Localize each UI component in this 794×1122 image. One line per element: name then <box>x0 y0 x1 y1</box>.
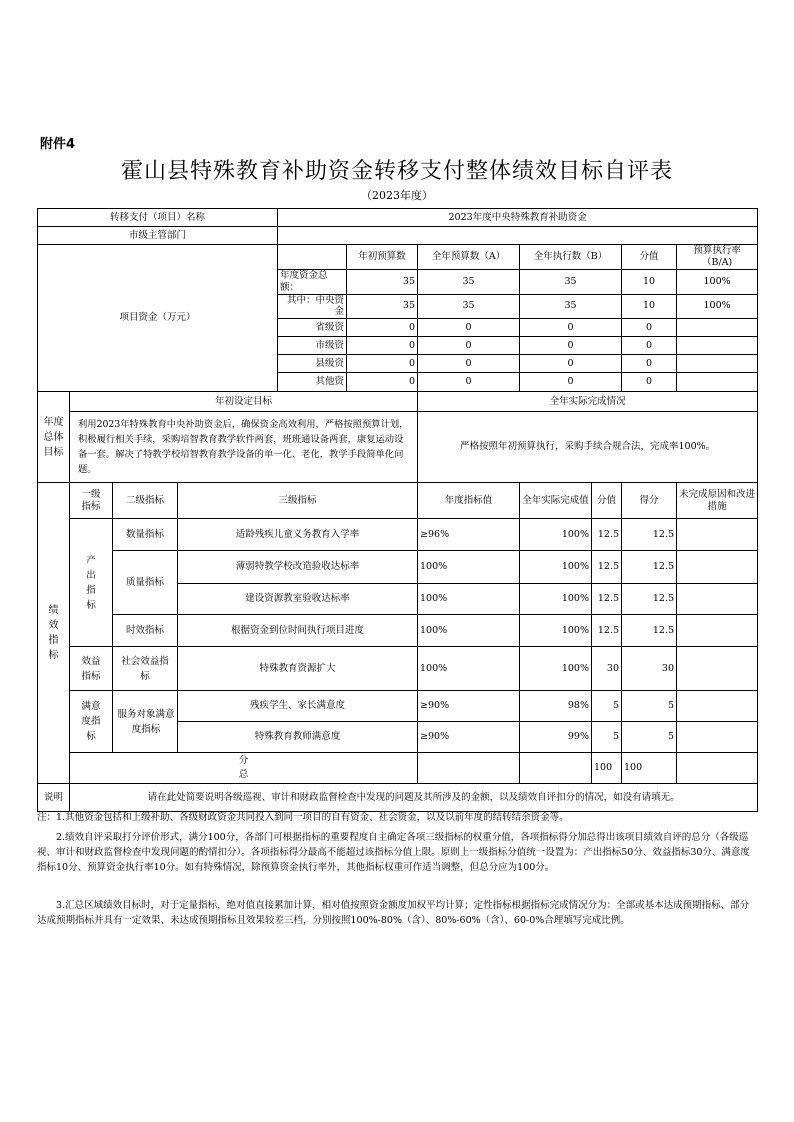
funds-row-score-val: 0 <box>622 319 677 337</box>
attachment-label: 附件4 <box>40 137 76 152</box>
perf-row-name: 建设资源教室验收达标率 <box>178 584 418 615</box>
perf-row-name: 残疾学生、家长满意度 <box>178 691 418 722</box>
perf-row-score: 5 <box>622 722 677 753</box>
perf-row-name: 根据资金到位时间执行项目进度 <box>178 615 418 647</box>
funds-row-score-val: 10 <box>622 294 677 319</box>
perf-row-score-val: 12.5 <box>592 584 622 615</box>
funds-row-rate <box>677 319 758 337</box>
funds-row-exec: 0 <box>520 373 622 392</box>
perf-total-score-val: 100 <box>592 753 622 784</box>
perf-row-target: ≥90% <box>418 722 520 753</box>
perf-row-score-val: 5 <box>592 691 622 722</box>
funds-row-exec: 35 <box>520 269 622 294</box>
perf-col-level3: 三级指标 <box>178 483 418 519</box>
funds-row-init: 0 <box>347 355 418 373</box>
perf-total-blank3 <box>677 753 758 784</box>
perf-total-score: 100 <box>622 753 677 784</box>
perf-row-score: 12.5 <box>622 519 677 551</box>
perf-row-actual: 100% <box>520 551 592 584</box>
funds-row-exec: 35 <box>520 294 622 319</box>
perf-total-blank2 <box>520 753 592 784</box>
perf-col-score: 得分 <box>622 483 677 519</box>
perf-row-score-val: 30 <box>592 647 622 691</box>
perf-row-reason <box>677 551 758 584</box>
perf-col-level2: 二级指标 <box>113 483 178 519</box>
page-title: 霍山县特殊教育补助资金转移支付整体绩效目标自评表 <box>120 159 673 184</box>
funds-row-exec: 0 <box>520 355 622 373</box>
funds-col-rate: 预算执行率（B/A) <box>677 245 758 270</box>
funds-row-rate: 100% <box>677 294 758 319</box>
explain-label: 说明 <box>38 784 70 812</box>
perf-row-score-val: 12.5 <box>592 519 622 551</box>
funds-row-init: 0 <box>347 337 418 355</box>
perf-row-actual: 100% <box>520 519 592 551</box>
perf-row-target: 100% <box>418 647 520 691</box>
evaluation-table <box>37 208 758 812</box>
note-1: 注：1.其他资金包括和上级补助、各级财政资金共同投入到同一项目的自有资金、社会资金，以及以前年度的结转结余资金等。 <box>37 812 569 823</box>
funds-row-name: 其中：中央资金 <box>278 294 347 319</box>
funds-row-rate <box>677 337 758 355</box>
perf-row-reason <box>677 722 758 753</box>
funds-col-exec: 全年执行数（B） <box>520 245 622 270</box>
funds-col-score-val: 分值 <box>622 245 677 270</box>
perf-label: 绩效指标 <box>38 483 70 784</box>
goals-actual-text: 严格按照年初预算执行，采购手续合规合法，完成率100%。 <box>418 412 758 483</box>
perf-row-name: 适龄残疾儿童义务教育入学率 <box>178 519 418 551</box>
funds-row-init: 0 <box>347 319 418 337</box>
perf-row-target: 100% <box>418 551 520 584</box>
funds-blank-header <box>278 245 347 270</box>
goals-plan-text: 利用2023年特殊教育中央补助资金后，确保资金高效利用，严格按照预算计划，积极履行相关手续，采购培智教育教学软件两套，班班通设备两套，康复运动设备一套。解决了特教学校培智教育教学设备的单一化、老化，教学手段简单化问题。 <box>70 412 418 483</box>
funds-row-init: 35 <box>347 294 418 319</box>
funds-row-name: 其他资 <box>278 373 347 392</box>
perf-quality-label: 质量指标 <box>113 551 178 615</box>
funds-row-score-val: 0 <box>622 373 677 392</box>
funds-row-annual: 0 <box>418 319 520 337</box>
funds-row-name: 年度资金总额： <box>278 269 347 294</box>
note-3: 3.汇总区域绩效目标时，对于定量指标，绝对值直接累加计算，相对值按照资金额度加权平均计算；定性指标根据指标完成情况分为：全部或基本达成预期指标、部分达成预期指标并具有一定效果、未达成预期指标且效果较差三档，分别按照100%-80%（含）、80%-60%（含）、60-0%合理填写完成比例。 <box>37 900 750 926</box>
funds-row-annual: 0 <box>418 373 520 392</box>
perf-row-target: 100% <box>418 584 520 615</box>
perf-total-blank1 <box>418 753 520 784</box>
funds-row-annual: 0 <box>418 337 520 355</box>
perf-social-label: 社会效益指标 <box>113 647 178 691</box>
perf-row-score-val: 12.5 <box>592 551 622 584</box>
funds-row-exec: 0 <box>520 337 622 355</box>
note-2: 2.绩效自评采取打分评价形式，满分100分，各部门可根据指标的重要程度自主确定各项三级指标的权重分值，各项指标得分加总得出该项目绩效自评的总分（各级巡视、审计和财政监督检查中发现问题的酌情扣分）。各项指标得分最高不能超过该指标分值上限。原则上一级指标分值统一设置为：产出指标50分、效益指标30分、满意度指标10分、预算资金执行率10分。如有特殊情况，除预算资金执行率外，其他指标权重可作适当调整，但总分应为100分。 <box>37 832 750 873</box>
perf-row-reason <box>677 615 758 647</box>
goals-plan-header: 年初设定目标 <box>70 392 418 412</box>
perf-row-target: ≥96% <box>418 519 520 551</box>
perf-output-label: 产出指标 <box>70 519 113 647</box>
perf-row-actual: 100% <box>520 647 592 691</box>
funds-row-rate <box>677 373 758 392</box>
perf-col-level1: 一级指标 <box>70 483 113 519</box>
year-subtitle: （2023年度） <box>361 189 433 202</box>
funds-row-exec: 0 <box>520 319 622 337</box>
perf-row-score: 30 <box>622 647 677 691</box>
funds-row-name: 省级资 <box>278 319 347 337</box>
dept-value <box>278 227 758 245</box>
perf-col-score-val: 分值 <box>592 483 622 519</box>
funds-row-score-val: 10 <box>622 269 677 294</box>
perf-row-score: 12.5 <box>622 615 677 647</box>
perf-row-actual: 100% <box>520 584 592 615</box>
funds-row-score-val: 0 <box>622 337 677 355</box>
funds-row-rate: 100% <box>677 269 758 294</box>
perf-row-score-val: 5 <box>592 722 622 753</box>
perf-service-label: 服务对象满意度指标 <box>113 691 178 753</box>
funds-row-score-val: 0 <box>622 355 677 373</box>
perf-col-actual: 全年实际完成值 <box>520 483 592 519</box>
perf-row-actual: 99% <box>520 722 592 753</box>
perf-row-score: 5 <box>622 691 677 722</box>
perf-row-score: 12.5 <box>622 584 677 615</box>
perf-row-reason <box>677 519 758 551</box>
perf-row-actual: 98% <box>520 691 592 722</box>
perf-row-target: ≥90% <box>418 691 520 722</box>
perf-row-name: 特殊教育资源扩大 <box>178 647 418 691</box>
perf-row-name: 特殊教育教师满意度 <box>178 722 418 753</box>
funds-label: 项目资金（万元） <box>38 245 278 392</box>
funds-row-rate <box>677 355 758 373</box>
funds-row-annual: 35 <box>418 269 520 294</box>
perf-row-score: 12.5 <box>622 551 677 584</box>
perf-col-target: 年度指标值 <box>418 483 520 519</box>
funds-col-init: 年初预算数 <box>347 245 418 270</box>
perf-satisfaction-label: 满意度指标 <box>70 691 113 753</box>
funds-row-init: 0 <box>347 373 418 392</box>
perf-row-reason <box>677 691 758 722</box>
project-name-label: 转移支付（项目）名称 <box>38 209 278 227</box>
perf-row-reason <box>677 584 758 615</box>
perf-total-label: 分总 <box>70 753 418 784</box>
perf-col-reason: 未完成原因和改进措施 <box>677 483 758 519</box>
perf-row-target: 100% <box>418 615 520 647</box>
perf-row-name: 薄弱特教学校改造验收达标率 <box>178 551 418 584</box>
explain-text: 请在此处简要说明各级巡视、审计和财政监督检查中发现的问题及其所涉及的金额，以及绩效自评扣分的情况，如没有请填无。 <box>70 784 758 812</box>
perf-quantity-label: 数量指标 <box>113 519 178 551</box>
funds-row-name: 市级资 <box>278 337 347 355</box>
perf-row-reason <box>677 647 758 691</box>
funds-row-annual: 0 <box>418 355 520 373</box>
goals-actual-header: 全年实际完成情况 <box>418 392 758 412</box>
perf-benefit-label: 效益指标 <box>70 647 113 691</box>
funds-row-annual: 35 <box>418 294 520 319</box>
project-name-value: 2023年度中央特殊教育补助资金 <box>278 209 758 227</box>
perf-row-actual: 100% <box>520 615 592 647</box>
funds-col-annual: 全年预算数（A） <box>418 245 520 270</box>
dept-label: 市级主管部门 <box>38 227 278 245</box>
goals-label: 年度总体目标 <box>38 392 70 483</box>
perf-row-score-val: 12.5 <box>592 615 622 647</box>
perf-time-label: 时效指标 <box>113 615 178 647</box>
funds-row-name: 县级资 <box>278 355 347 373</box>
funds-row-init: 35 <box>347 269 418 294</box>
